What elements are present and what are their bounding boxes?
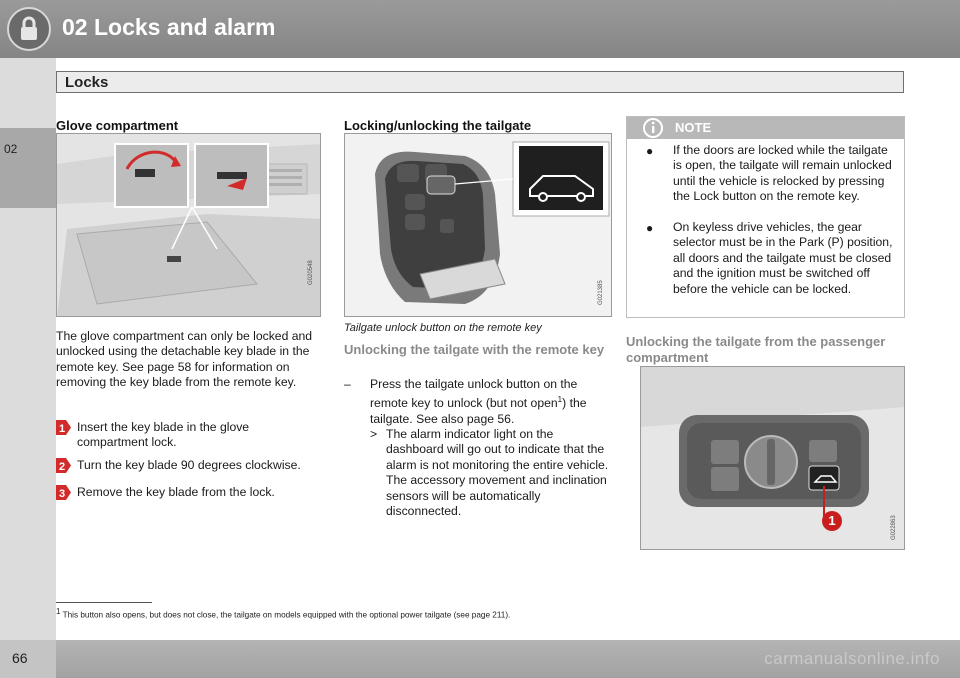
info-icon <box>642 117 664 139</box>
figure-code: G022863 <box>891 515 897 540</box>
callout-marker: 1 <box>822 511 842 531</box>
section-bar <box>56 71 904 93</box>
chapter-title: 02 Locks and alarm <box>62 14 276 40</box>
note-box <box>626 116 905 318</box>
page-number: 66 <box>12 650 28 666</box>
passenger-compartment-subheading: Unlocking the tailgate from the passenger compartment <box>626 334 886 365</box>
chapter-tab-label: 02 <box>4 142 18 156</box>
lock-icon <box>7 7 51 51</box>
remote-key-figure <box>344 133 612 317</box>
footnote-divider <box>56 602 152 603</box>
dashboard-switch-figure <box>640 366 905 550</box>
bullet-icon: ● <box>646 144 654 158</box>
footnote <box>56 607 856 620</box>
svg-text:3: 3 <box>59 488 66 500</box>
chapter-header <box>0 0 960 58</box>
note-item-1: If the doors are locked while the tailgate is open, the tailgate will remain unlocked until the vehicle is relocked by pressing the Lock button on the remote key. <box>673 143 892 204</box>
svg-text:2: 2 <box>59 461 66 473</box>
watermark: carmanualsonline.info <box>764 649 940 668</box>
dash-item <box>370 377 612 427</box>
footnote-number: 1 <box>56 607 61 616</box>
glove-compartment-figure <box>56 133 321 317</box>
dash-marker: – <box>344 377 351 391</box>
step-2-text: Turn the key blade 90 degrees clockwise. <box>77 458 301 472</box>
footnote-text: This button also opens, but does not close, the tailgate on models equipped with the optional power tailgate (see page 211). <box>62 610 511 620</box>
glove-compartment-paragraph: The glove compartment can only be locked and unlocked using the detachable key blade in the remote key. See page 58 for information on removing the key blade from the remote key. <box>56 329 313 390</box>
chapter-tab <box>0 128 56 208</box>
dash-item-text-a: Press the tailgate unlock button on the remote key to unlock (but not open <box>370 377 578 411</box>
step-3-text: Remove the key blade from the lock. <box>77 485 275 499</box>
step-1-text: Insert the key blade in the glove compartment lock. <box>77 420 250 450</box>
glove-compartment-heading: Glove compartment <box>56 118 179 133</box>
figure-code: G020548 <box>308 260 314 285</box>
note-label: NOTE <box>675 120 712 135</box>
result-marker: > <box>370 427 378 441</box>
footer-tab <box>0 640 56 678</box>
step-1-badge-icon <box>56 420 71 435</box>
bullet-icon: ● <box>646 221 654 235</box>
figure-code: G021385 <box>598 280 604 305</box>
dash-item-text-b: ) the tailgate. See also page 56. <box>370 396 587 426</box>
svg-text:1: 1 <box>59 423 66 435</box>
tailgate-heading: Locking/unlocking the tailgate <box>344 118 532 133</box>
note-header <box>627 117 904 139</box>
remote-key-subheading: Unlocking the tailgate with the remote key <box>344 342 605 357</box>
step-2-badge-icon <box>56 458 71 473</box>
remote-key-caption: Tailgate unlock button on the remote key <box>344 322 542 334</box>
section-title: Locks <box>65 74 109 91</box>
result-text: The alarm indicator light on the dashboard will go out to indicate that the alarm is not monitoring the entire vehicle. The accessory movement and inclination sensors will be automatically disconnected. <box>386 427 609 519</box>
step-3-badge-icon <box>56 485 71 500</box>
footnote-ref: 1 <box>557 395 563 405</box>
page-footer <box>0 640 960 678</box>
note-item-2: On keyless drive vehicles, the gear selector must be in the Park (P) position, all doors and the tailgate must be closed and the ignition must be switched off before the vehicle can be locked. <box>673 220 893 296</box>
